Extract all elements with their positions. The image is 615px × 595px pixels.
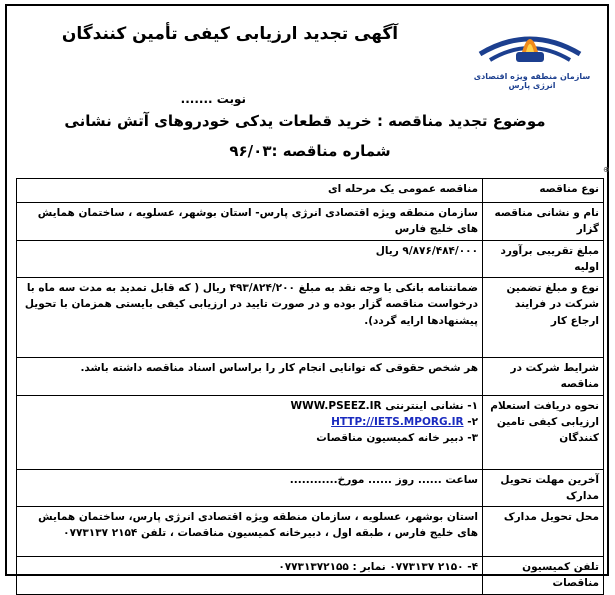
row-value: ضمانتنامه بانکی یا وجه نقد به مبلغ ۴۹۳/۸۲۴/۲۰۰ ریال ( که قابل تمدید به مدت سه ماه با درخواست مناقصه گزار بوده و در صورت تایید در ارزیابی کیفی بایستی همزمان با تحویل پیشنهادها ارایه گردد). (17, 278, 483, 358)
row-value: ۹/۸۷۶/۴۸۴/۰۰۰ ریال (17, 240, 483, 278)
table-row (17, 469, 604, 507)
list-item (21, 398, 478, 414)
iets-link[interactable]: HTTP://IETS.MPORG.IR (331, 415, 464, 428)
item-text: دبیر خانه کمیسیون مناقصات (316, 432, 464, 445)
row-label: شرایط شرکت در مناقصه (483, 358, 604, 396)
table-row (17, 278, 604, 358)
row-value: ۴- ۲۱۵۰ ۰۷۷۳۱۳۷ نمابر : ۰۷۷۳۱۳۷۲۱۵۵ (17, 557, 483, 595)
item-prefix: ۱- نشانی اینترنتی (385, 399, 478, 412)
row-value: سازمان منطقه ویژه اقتصادی انرژی پارس- استان بوشهر، عسلویه ، ساختمان همایش های خلیج فارس (17, 203, 483, 241)
row-value: مناقصه عمومی یک مرحله ای (17, 179, 483, 203)
row-label: نوع و مبلغ تضمین شرکت در فرایند ارجاع کار (483, 278, 604, 358)
table-row (17, 507, 604, 557)
website-link[interactable]: WWW.PSEEZ.IR (290, 399, 382, 412)
tender-info-table (16, 178, 604, 595)
row-label: تلفن کمیسیون مناقصات (483, 557, 604, 595)
item-prefix: ۳- (467, 432, 478, 445)
row-value: هر شخص حقوقی که توانایی انجام کار را براساس اسناد مناقصه داشته باشد. (17, 358, 483, 396)
table-row (17, 203, 604, 241)
tender-number: شماره مناقصه :۹۶/۰۳ (229, 142, 391, 160)
row-value: ساعت ...... روز ...... مورخ............ (17, 469, 483, 507)
table-row (17, 358, 604, 396)
table-row (17, 179, 604, 203)
item-prefix: ۲- (467, 415, 478, 428)
row-label: مبلغ تقریبی برآورد اولیه (483, 240, 604, 278)
table-row (17, 240, 604, 278)
page-title: آگهی تجدید ارزیابی کیفی تأمین کنندگان (61, 24, 399, 44)
list-item (21, 414, 478, 430)
row-label: نوع مناقصه (483, 179, 604, 203)
notice-round: نوبت ....... (180, 92, 246, 106)
table-row (17, 557, 604, 595)
row-label: آخرین مهلت تحویل مدارک (483, 469, 604, 507)
tender-subject: موضوع تجدید مناقصه : خرید قطعات یدکی خودروهای آتش نشانی (64, 112, 546, 130)
row-label: نحوه دریافت استعلام ارزیابی کیفی تامین کنندگان (483, 395, 604, 469)
table-row (17, 395, 604, 469)
table-move-handle-icon[interactable]: ⊕ (603, 165, 610, 174)
row-value: استان بوشهر، عسلویه ، سازمان منطقه ویژه اقتصادی انرژی پارس، ساختمان همایش های خلیج فارس ، طبقه اول ، دبیرخانه کمیسیون مناقصات ، تلفن ۲۱۵۴ ۰۷۷۳۱۳۷ (17, 507, 483, 557)
list-item (21, 430, 478, 446)
row-label: محل تحویل مدارک (483, 507, 604, 557)
logo-caption: سازمان منطقه ویژه اقتصادی انرژی پارس (473, 72, 591, 90)
row-value (17, 395, 483, 469)
row-label: نام و نشانی مناقصه گزار (483, 203, 604, 241)
